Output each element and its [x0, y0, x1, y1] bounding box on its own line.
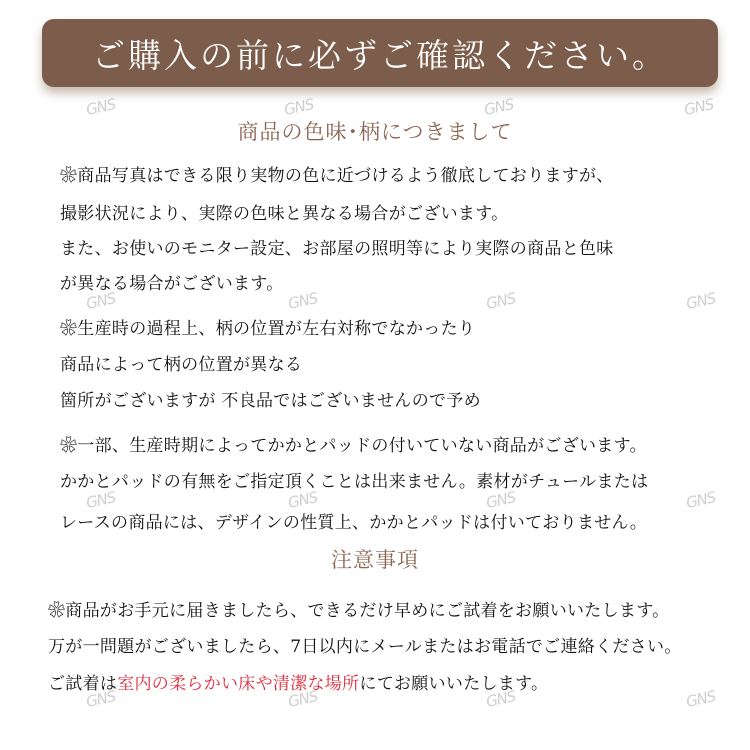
text-line: 撮影状況により、実際の色味と異なる場合がございます。 — [60, 204, 509, 224]
text-line: ❀商品写真はできる限り実物の色に近づけるよう徹底しておりますが、 — [60, 166, 614, 186]
watermark-logo: GNS — [84, 95, 117, 119]
watermark-logo: GNS — [684, 289, 717, 313]
watermark-logo: GNS — [682, 95, 715, 119]
text-line: レースの商品には、デザインの性質上、かかとパッドは付いておりません。 — [60, 513, 648, 533]
trial-highlight: 室内の柔らかい床や清潔な場所 — [117, 674, 360, 694]
watermark-logo: GNS — [684, 488, 717, 512]
trial-prefix: ご試着は — [48, 674, 118, 694]
text-line: 万が一問題がございましたら、7日以内にメールまたはお電話でご連絡ください。 — [48, 637, 682, 657]
watermark-logo: GNS — [286, 488, 319, 512]
watermark-logo: GNS — [282, 95, 315, 119]
watermark-logo: GNS — [484, 687, 517, 711]
text-line: 箇所がございますが 不良品ではございませんので予め — [60, 391, 481, 411]
watermark-logo: GNS — [84, 488, 117, 512]
watermark-logo: GNS — [84, 289, 117, 313]
banner-title: ご購入の前に必ずご確認ください。 — [92, 35, 668, 75]
text-line: 商品によって柄の位置が異なる — [60, 355, 303, 375]
text-line: が異なる場合がございます。 — [60, 274, 284, 294]
text-line: ❀商品がお手元に届きましたら、できるだけ早めにご試着をお願いいたします。 — [48, 601, 670, 621]
text-line: ❀一部、生産時期によってかかとパッドの付いていない商品がございます。 — [60, 436, 647, 456]
text-line: また、お使いのモニター設定、お部屋の照明等により実際の商品と色味 — [60, 239, 614, 259]
header-banner — [42, 19, 718, 87]
text-line: かかとパッドの有無をご指定頂くことは出来ません。素材がチュールまたは — [60, 472, 649, 492]
trial-suffix: にてお願いいたします。 — [359, 674, 549, 694]
watermark-logo: GNS — [482, 95, 515, 119]
watermark-logo: GNS — [484, 289, 517, 313]
watermark-logo: GNS — [484, 488, 517, 512]
text-line: ❀生産時の過程上、柄の位置が左右対称でなかったり — [60, 319, 476, 339]
section-heading-notes: 注意事項 — [331, 548, 419, 572]
watermark-logo: GNS — [684, 687, 717, 711]
section-heading-color-pattern: 商品の色味･柄につきまして — [237, 120, 513, 144]
watermark-logo: GNS — [286, 687, 319, 711]
watermark-logo: GNS — [286, 289, 319, 313]
watermark-logo: GNS — [84, 687, 117, 711]
